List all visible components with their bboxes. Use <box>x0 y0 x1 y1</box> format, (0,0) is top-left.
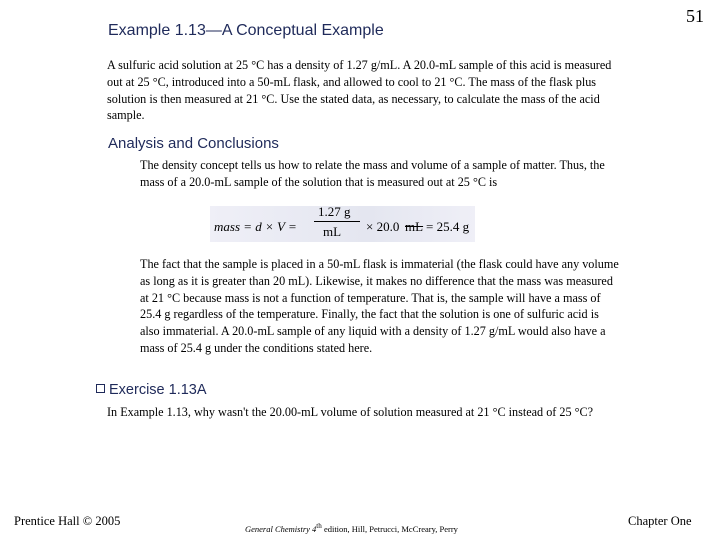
equation-unit: mL <box>405 219 424 234</box>
fraction-bar <box>314 221 360 222</box>
density-equation <box>210 202 475 244</box>
example-title: Example 1.13—A Conceptual Example <box>108 22 384 39</box>
problem-paragraph: A sulfuric acid solution at 25 °C has a density of 1.27 g/mL. A 20.0-mL sample of this acid is measured out at 25 °C, introduced into a 50-mL flask, and allowed to cool to 21 °C. The mass of the flask plus solution is then measured at 21 °C. Use the stated data, as necessary, to calculate the mass of the acid sample. <box>107 58 612 123</box>
analysis-heading: Analysis and Conclusions <box>108 135 279 152</box>
equation-lhs: mass = d × V = <box>214 219 297 234</box>
equation-result: = 25.4 g <box>426 219 470 234</box>
page-number: 51 <box>686 6 704 26</box>
square-bullet-icon <box>96 384 105 393</box>
exercise-paragraph: In Example 1.13, why wasn't the 20.00-mL volume of solution measured at 21 °C instead of 25 °C? <box>107 405 594 419</box>
equation-denominator: mL <box>323 224 342 239</box>
analysis-intro-paragraph: The density concept tells us how to relate the mass and volume of a sample of matter. Thus, the mass of a 20.0-mL sample of the solution that is measured out at 25 °C is <box>140 158 605 189</box>
analysis-body-paragraph: The fact that the sample is placed in a 50-mL flask is immaterial (the flask could have any volume as long as it is greater than 20 mL). Likewise, it makes no difference that the mass was measured at 21 °C because mass is not a function of temperature. That is, the sample will have a mass of 25.4 g regardless of the temperature. Finally, the fact that the solution is one of sulfuric acid is also immaterial. A 20.0-mL sample of any liquid with a density of 1.27 g/mL would also have a mass of 25.4 g under the conditions stated here. <box>140 257 619 355</box>
footer-copyright: Prentice Hall © 2005 <box>14 514 121 528</box>
footer-chapter: Chapter One <box>628 514 692 528</box>
exercise-heading-text: Exercise 1.13A <box>109 382 207 398</box>
equation-times: × 20.0 <box>366 219 400 234</box>
footer-authors: edition, Hill, Petrucci, McCreary, Perry <box>321 523 458 534</box>
footer-citation <box>245 522 458 534</box>
footer-edition-sup: th <box>316 522 322 530</box>
equation-numerator: 1.27 g <box>318 204 351 219</box>
exercise-heading <box>96 382 207 398</box>
footer-book-title: General Chemistry 4 <box>245 523 317 534</box>
